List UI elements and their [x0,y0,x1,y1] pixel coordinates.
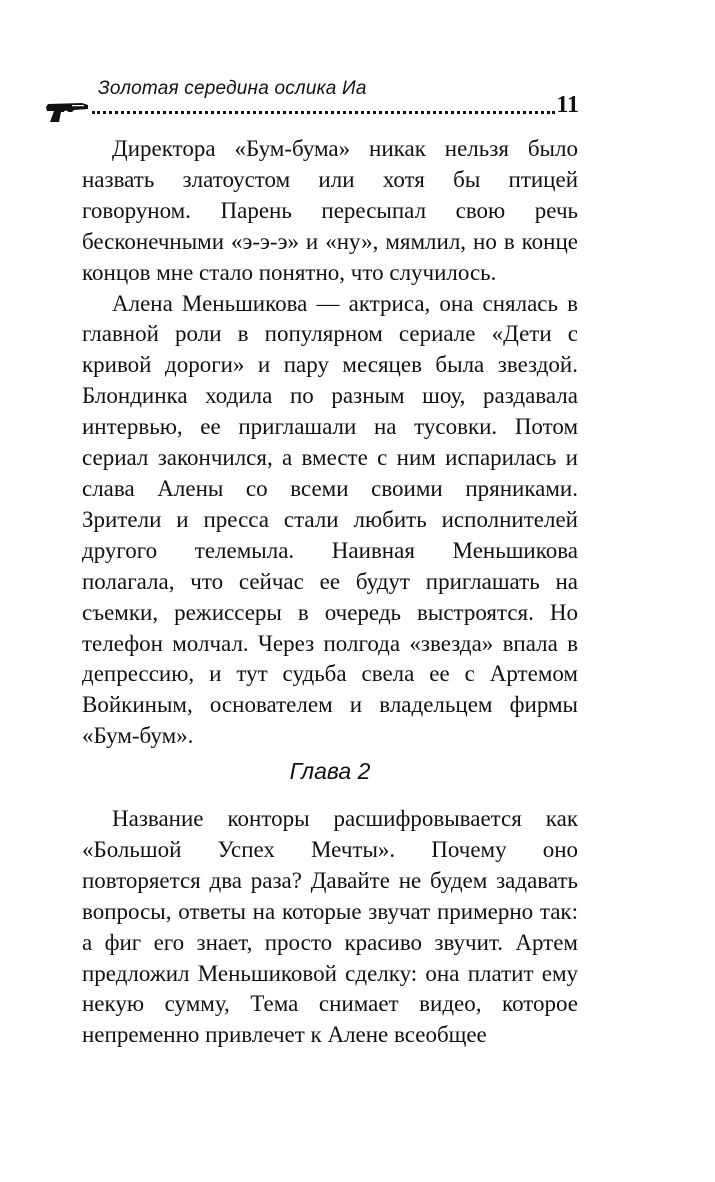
paragraph: Алена Меньшикова — актриса, она снялась в главной роли в популярном сериале «Дети с кривой дороги» и пару месяцев была звездой. Блондинка ходила по разным шоу, раздавала интервью, ее приглашали на тусовки. Потом сериал закончился, а вместе с ним испарилась и слава Алены со всеми своими пряниками. Зрители и пресса стали любить исполнителей другого телемыла. Наивная Меньшикова полагала, что сейчас ее будут приглашать на съемки, режиссеры в очередь выстроятся. Но телефон молчал. Через полгода «звезда» впала в депрессию, и тут судьба свела ее с Артемом Войкиным, основателем и владельцем фирмы «Бум-бум». [82,290,578,749]
text-block-before-chapter [82,134,578,752]
paragraph: Название конторы расшифровывается как «Большой Успех Мечты». Почему оно повторяется два раза? Давайте не будем задавать вопросы, ответы на которые звучат примерно так: а фиг его знает, просто красиво звучит. Артем предложил Меньшиковой сделку: она платит ему некую сумму, Тема снимает видео, которое непременно привлечет к Алене всеобщее [82,806,578,1048]
revolver-icon [44,99,90,123]
dot-leader [92,111,555,114]
paragraph: Директора «Бум-бума» никак нельзя было назвать златоустом или хотя бы птицей говоруном. Парень пересыпал свою речь бесконечными «э-э-э» и «ну», мямлил, но в конце концов мне стало понятно, что случилось. [82,136,578,285]
page-number: 11 [556,92,579,118]
text-block-after-chapter [82,804,578,1051]
chapter-title: Глава 2 [289,758,371,784]
running-head-title: Золотая середина ослика Иа [98,78,367,99]
